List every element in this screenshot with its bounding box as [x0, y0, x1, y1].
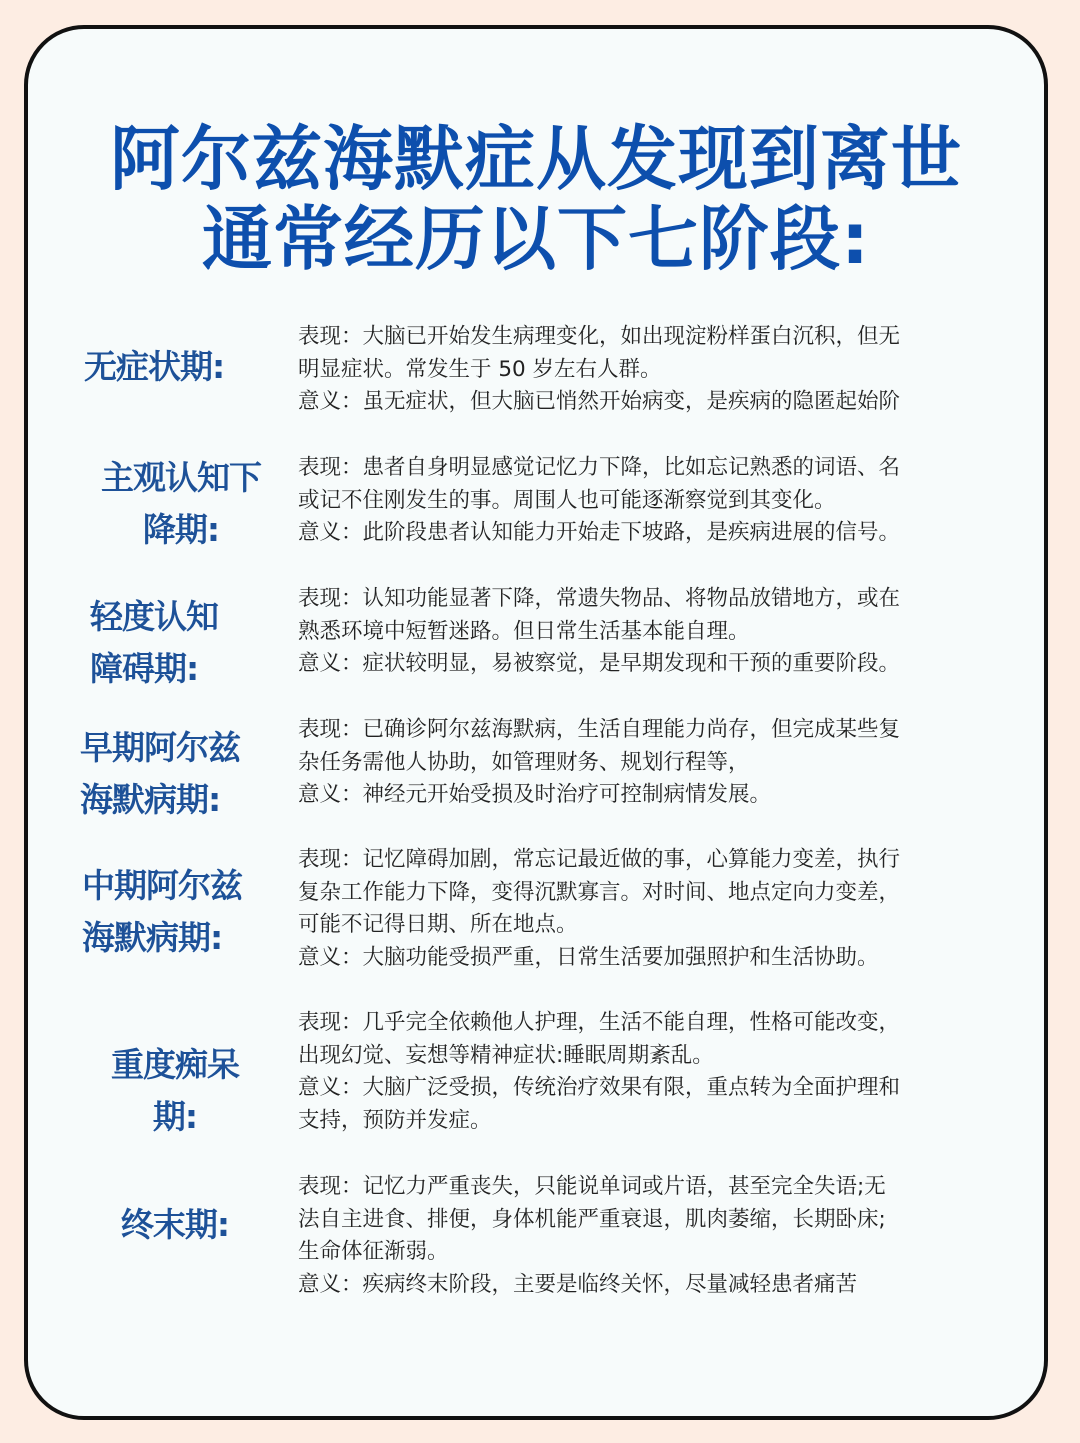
- manifestation-line: 复杂工作能力下降，变得沉默寡言。对时间、地点定向力变差，: [298, 879, 901, 905]
- stage-description: [298, 452, 978, 550]
- manifestation-line: 表现：已确诊阿尔兹海默病，生活自理能力尚存，但完成某些复: [298, 717, 901, 742]
- stage-description: [298, 583, 978, 681]
- manifestation-line: 表现：患者自身明显感觉记忆力下降，比如忘记熟悉的词语、名: [298, 455, 901, 480]
- info-card: [24, 25, 1048, 1420]
- stage-description: [298, 1007, 978, 1137]
- stage-label-line: 中期阿尔兹: [82, 866, 242, 905]
- stage-description: [298, 321, 978, 419]
- stage-label-line: 海默病期:: [82, 918, 223, 957]
- stage-description: [298, 714, 978, 812]
- stage-label-line: 降期:: [142, 510, 220, 549]
- manifestation-line: 表现：认知功能显著下降，常遗失物品、将物品放错地方，或在: [298, 586, 901, 611]
- stage-label-line: 主观认知下: [101, 458, 261, 497]
- significance-line: 意义：此阶段患者认知能力开始走下坡路，是疾病进展的信号。: [298, 520, 901, 545]
- manifestation-line: 表现：几乎完全依赖他人护理，生活不能自理，性格可能改变，: [298, 1010, 901, 1035]
- title-line-1: 阿尔兹海默症从发现到离世: [110, 118, 962, 200]
- stage-label: [80, 722, 280, 826]
- stage-label-line: 海默病期:: [80, 780, 221, 819]
- manifestation-line: 熟悉环境中短暂迷路。但日常生活基本能自理。: [298, 618, 750, 644]
- page-title: [28, 119, 1044, 279]
- stage-label: [90, 1199, 260, 1251]
- manifestation-line: 可能不记得日期、所在地点。: [298, 912, 578, 937]
- stage-label-line: 障碍期:: [90, 649, 199, 688]
- stage-label-line: 期:: [152, 1097, 198, 1136]
- significance-line: 意义：症状较明显，易被察觉，是早期发现和干预的重要阶段。: [298, 651, 901, 676]
- significance-line: 支持，预防并发症。: [298, 1107, 492, 1133]
- significance-line: 意义：疾病终末阶段，主要是临终关怀，尽量减轻患者痛苦: [298, 1271, 858, 1297]
- manifestation-line: 明显症状。常发生于 50 岁左右人群。: [298, 356, 662, 382]
- significance-line: 意义：大脑功能受损严重，日常生活要加强照护和生活协助。: [298, 944, 879, 970]
- stage-label: [82, 860, 282, 964]
- significance-line: 意义：大脑广泛受损，传统治疗效果有限，重点转为全面护理和: [298, 1075, 901, 1100]
- stage-label: [84, 341, 284, 393]
- manifestation-line: 出现幻觉、妄想等精神症状:睡眠周期紊乱。: [298, 1042, 714, 1068]
- manifestation-line: 或记不住刚发生的事。周围人也可能逐渐察觉到其变化。: [298, 487, 836, 513]
- title-line-2: 通常经历以下七阶段:: [202, 198, 870, 280]
- significance-line: 意义：神经元开始受损及时治疗可控制病情发展。: [298, 782, 772, 807]
- stage-description: [298, 1171, 978, 1301]
- manifestation-line: 生命体征渐弱。: [298, 1239, 449, 1264]
- manifestation-line: 杂任务需他人协助，如管理财务、规划行程等，: [298, 749, 750, 775]
- stage-description: [298, 844, 978, 974]
- stage-label: [90, 1039, 260, 1143]
- stage-label-line: 终末期:: [120, 1205, 230, 1244]
- significance-line: 意义：虽无症状，但大脑已悄然开始病变，是疾病的隐匿起始阶: [298, 389, 901, 414]
- stage-label-line: 轻度认知: [90, 597, 218, 636]
- stage-label-line: 无症状期:: [84, 347, 225, 386]
- stage-label-line: 重度痴呆: [111, 1045, 239, 1084]
- manifestation-line: 表现：记忆障碍加剧，常忘记最近做的事，心算能力变差，执行: [298, 847, 901, 872]
- stage-label: [86, 452, 276, 556]
- manifestation-line: 法自主进食、排便，身体机能严重衰退，肌肉萎缩，长期卧床;: [298, 1206, 886, 1232]
- stage-label-line: 早期阿尔兹: [80, 728, 240, 767]
- manifestation-line: 表现：大脑已开始发生病理变化，如出现淀粉样蛋白沉积，但无: [298, 324, 901, 349]
- manifestation-line: 表现：记忆力严重丧失，只能说单词或片语，甚至完全失语;无: [298, 1174, 886, 1199]
- stage-label: [90, 591, 290, 695]
